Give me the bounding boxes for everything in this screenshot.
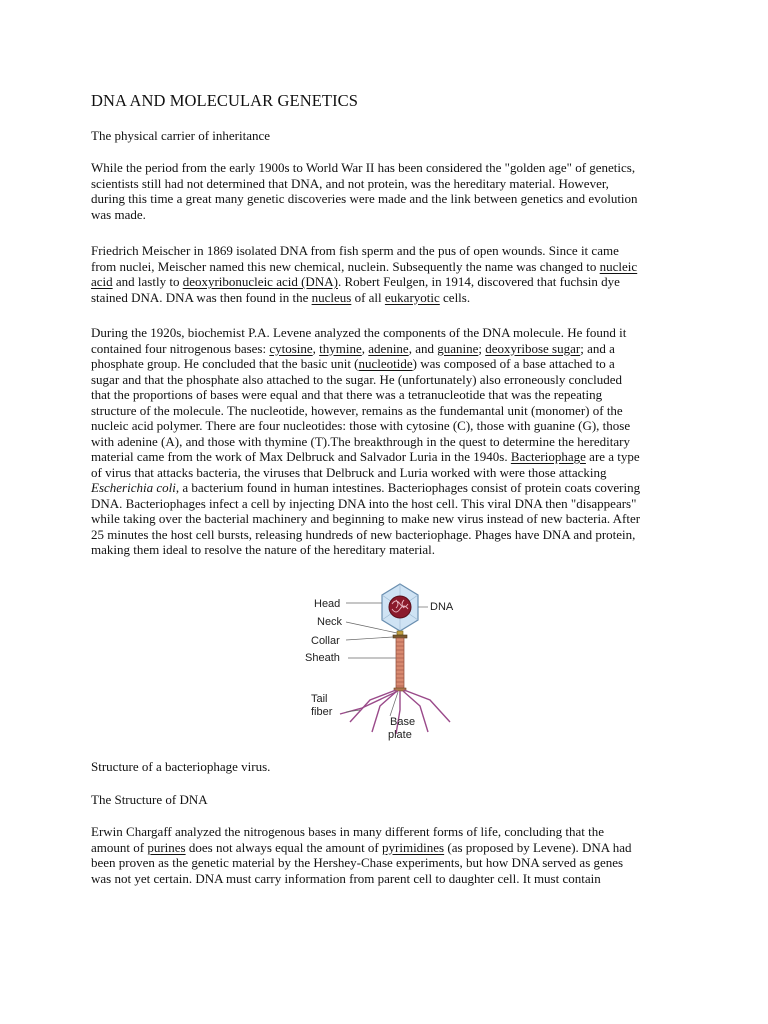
subtitle: The physical carrier of inheritance: [91, 128, 271, 143]
text-line: DNA. Bacteriophages infect a cell by injecting DNA into the host cell. This viral DNA then "disappears": [91, 495, 637, 511]
link-purines[interactable]: purines: [147, 839, 186, 855]
text-line: that the proportions of bases were equal and that there was a tetranucleotide that was the repeating: [91, 387, 603, 402]
text-line: [91, 840, 691, 856]
text-line: scientists still had not determined that DNA, and not protein, was the hereditary material. However,: [91, 175, 609, 191]
link-nucleic-acid-cont[interactable]: acid: [91, 274, 113, 289]
label-dna: DNA: [430, 601, 454, 613]
text-span: material came from the work of Max Delbruck and Salvador Luria in the 1940s.: [91, 449, 511, 464]
neck: [397, 631, 403, 635]
paragraph-levene: [91, 325, 691, 558]
link-bacteriophage[interactable]: Bacteriophage: [510, 449, 586, 464]
text-line: [91, 356, 691, 372]
text-span: does not always equal the amount of: [185, 839, 383, 855]
bacteriophage-diagram: [300, 582, 465, 744]
label-collar: Collar: [311, 635, 340, 647]
text-span: ,: [312, 340, 320, 356]
sheath: [396, 638, 404, 688]
link-nucleotide[interactable]: nucleotide: [358, 356, 413, 371]
link-thymine[interactable]: thymine: [319, 340, 362, 356]
link-adenine[interactable]: adenine: [368, 340, 409, 356]
text-span: contained four nitrogenous bases:: [91, 340, 270, 356]
dna-coil: [389, 596, 411, 618]
text-line: making them ideal to resolve the nature of the hereditary material.: [91, 542, 436, 557]
bacteriophage-figure: [300, 582, 465, 744]
label-plate: plate: [388, 729, 412, 741]
text-line: 25 minutes the host cell bursts, releasing hundreds of new bacteriophage. Phages have DNA and protein,: [91, 526, 636, 542]
text-line: sugar and that the phosphate also attached to the sugar. He (unfortunately) also erroneously concluded: [91, 371, 623, 387]
label-head: Head: [314, 598, 341, 610]
text-line: of virus that attacks bacteria, the viruses that Delbruck and Luria worked with were those attacking: [91, 464, 607, 480]
text-line: was not yet certain. DNA must carry information from parent cell to daughter cell. It must contain: [91, 870, 601, 886]
paragraph-chargaff: [91, 824, 691, 886]
link-deoxyribose-sugar[interactable]: deoxyribose sugar: [485, 340, 581, 356]
text-span: amount of: [91, 839, 148, 855]
text-span: stained DNA. DNA was then found in the: [91, 289, 312, 305]
label-neck: Neck: [317, 616, 343, 628]
text-span: ;: [478, 340, 486, 356]
text-line: [91, 480, 691, 496]
link-guanine[interactable]: guanine: [437, 340, 479, 356]
link-nucleic-acid[interactable]: nucleic: [599, 258, 638, 274]
species-name: Escherichia coli: [91, 480, 176, 495]
text-span: from nuclei, Meischer named this new chemical, nuclein. Subsequently the name was changed to: [91, 258, 600, 274]
label-sheath: Sheath: [305, 652, 340, 664]
label-fiber: fiber: [311, 706, 333, 718]
text-line: been proven as the genetic material by the Hershey-Chase experiments, but how DNA served as genes: [91, 855, 624, 870]
text-line: [91, 259, 691, 275]
link-eukaryotic[interactable]: eukaryotic: [384, 289, 440, 305]
text-line: with adenine (A), and those with thymine (T).The breakthrough in the quest to determine the hereditary: [91, 433, 630, 449]
text-line: [91, 449, 691, 465]
section-heading: The Structure of DNA: [91, 792, 208, 807]
text-line: while taking over the bacterial machinery and beginning to make new virus instead of new bacteria. After: [91, 511, 641, 526]
text-span: , and: [408, 340, 438, 356]
text-line: While the period from the early 1900s to World War II has been considered the "golden age" of genetics,: [91, 160, 636, 175]
link-dna[interactable]: deoxyribonucleic acid (DNA): [182, 274, 338, 289]
text-line: during this time a great many genetic discoveries were made and the link between genetics and evolution: [91, 191, 638, 206]
text-span: ,: [361, 340, 369, 356]
text-line: [91, 341, 691, 357]
label-tail: Tail: [311, 693, 328, 705]
text-span: , a bacterium found in human intestines. Bacteriophages consist of protein coats covering: [175, 480, 641, 495]
link-nucleus[interactable]: nucleus: [311, 289, 352, 305]
text-line: [91, 274, 691, 290]
paragraph-golden-age: [91, 160, 691, 222]
text-line: Friedrich Meischer in 1869 isolated DNA from fish sperm and the pus of open wounds. Since it came: [91, 243, 619, 258]
figure-caption: Structure of a bacteriophage virus.: [91, 759, 271, 774]
text-line: structure of the molecule. The nucleotide, however, remains as the fundemantal unit (monomer) of the: [91, 402, 623, 418]
text-span: and lastly to: [112, 274, 183, 289]
text-line: Erwin Chargaff analyzed the nitrogenous bases in many different forms of life, concluding that the: [91, 824, 604, 839]
link-pyrimidines[interactable]: pyrimidines: [382, 839, 445, 855]
text-span: phosphate group. He concluded that the basic unit (: [91, 356, 359, 371]
label-base: Base: [390, 716, 416, 728]
text-line: was made.: [91, 206, 146, 222]
text-line: nucleic acid polymer. There are four nucleotides: those with cytosine (C), those with guanine (G), those: [91, 418, 631, 433]
text-span: (as proposed by Levene). DNA had: [444, 839, 632, 855]
document-title: DNA AND MOLECULAR GENETICS: [91, 91, 359, 110]
text-span: . Robert Feulgen, in 1914, discovered that fuchsin dye: [337, 274, 620, 289]
paragraph-meischer: [91, 243, 691, 305]
text-span: ; and a: [580, 340, 615, 356]
text-span: ) was composed of a base attached to a: [412, 356, 615, 371]
text-span: of all: [351, 289, 385, 305]
link-cytosine[interactable]: cytosine: [269, 340, 313, 356]
text-line: During the 1920s, biochemist P.A. Levene analyzed the components of the DNA molecule. He found it: [91, 325, 627, 340]
text-line: [91, 290, 691, 306]
text-span: are a type: [585, 449, 640, 464]
collar: [393, 635, 407, 638]
text-span: cells.: [439, 289, 471, 305]
